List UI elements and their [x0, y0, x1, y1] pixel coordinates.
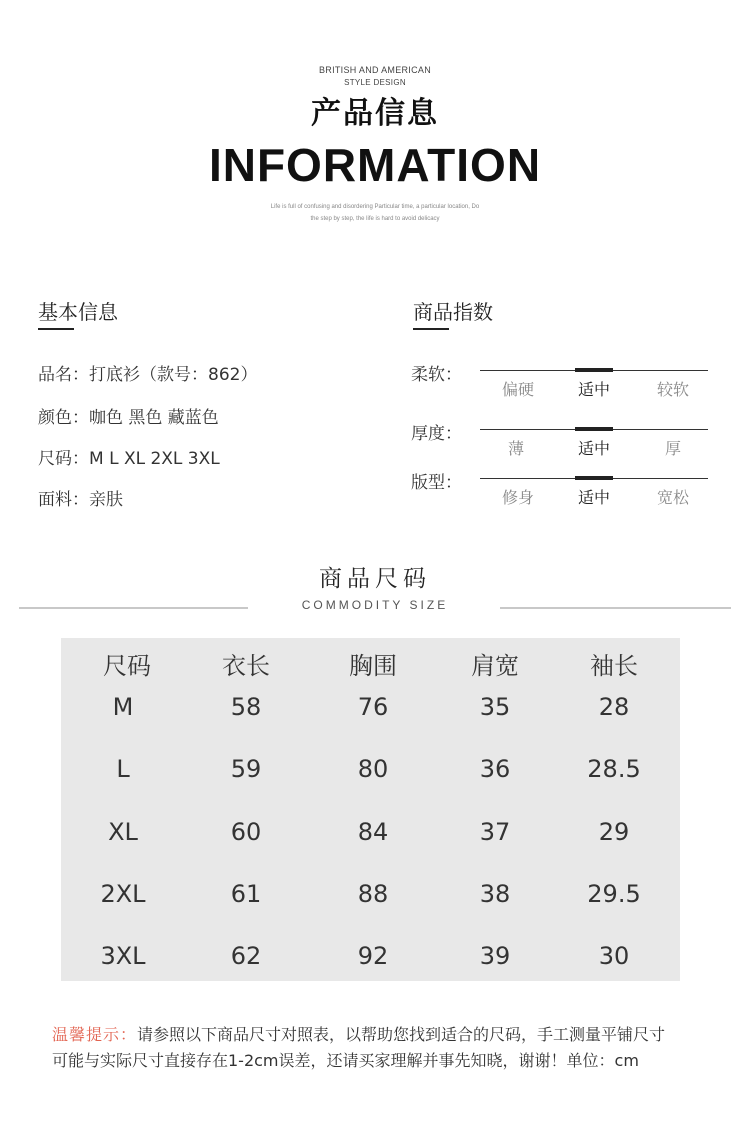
table-cell: 28: [598, 693, 630, 721]
table-header: 衣长: [222, 652, 270, 680]
index-label-softness: 柔软：: [411, 365, 462, 385]
index-label-fit: 版型：: [411, 473, 462, 493]
table-header: 尺码: [103, 652, 151, 680]
table-cell: 36: [479, 755, 511, 783]
index-option: 修身: [501, 488, 534, 507]
index-option: 偏硬: [501, 380, 534, 399]
index-selected-marker: [575, 427, 613, 431]
table-cell: XL: [108, 818, 138, 846]
table-cell: 38: [479, 880, 511, 908]
info-row-size: [38, 444, 220, 469]
table-cell: 84: [357, 818, 389, 846]
table-cell: 30: [598, 942, 630, 970]
index-selected-marker: [575, 476, 613, 480]
brand-line-2: STYLE DESIGN: [344, 78, 406, 87]
product-index-underline: [413, 328, 449, 330]
info-row-name: [38, 360, 257, 385]
table-header: 袖长: [590, 652, 638, 680]
table-cell: 29: [598, 818, 630, 846]
page-title-en: INFORMATION: [208, 139, 542, 191]
table-cell: 37: [479, 818, 511, 846]
brand-line-1: BRITISH AND AMERICAN: [318, 65, 432, 75]
table-cell: 92: [357, 942, 389, 970]
product-index-heading: 商品指数: [413, 300, 493, 324]
index-option-selected: 适中: [577, 380, 610, 399]
size-tip: [52, 1022, 672, 1074]
info-row-color: [38, 403, 219, 428]
index-label-thickness: 厚度：: [411, 424, 462, 444]
info-value: M L XL 2XL 3XL: [89, 449, 220, 469]
tip-text: 请参照以下商品尺寸对照表，以帮助您找到适合的尺码，手工测量平铺尺寸可能与实际尺寸直接存在1-2cm误差，还请买家理解并事先知晓，谢谢！单位：cm: [52, 1025, 666, 1070]
fine-print-1: Life is full of confusing and disordering Particular time, a particular location, Do: [270, 204, 480, 210]
info-value: 打底衫（款号：862）: [89, 365, 258, 385]
table-cell: 88: [357, 880, 389, 908]
index-option-selected: 适中: [577, 488, 610, 507]
table-cell: 28.5: [587, 755, 641, 783]
table-cell: 61: [230, 880, 262, 908]
info-label: 品名：: [38, 365, 89, 385]
size-section-subtitle: COMMODITY SIZE: [301, 598, 449, 612]
table-cell: L: [116, 755, 130, 783]
size-table: [61, 638, 680, 981]
index-selected-marker: [575, 368, 613, 372]
info-label: 颜色：: [38, 408, 89, 428]
table-cell: 39: [479, 942, 511, 970]
table-cell: 2XL: [100, 880, 146, 908]
table-cell: 76: [357, 693, 389, 721]
index-option: 较软: [656, 380, 689, 399]
info-value: 咖色 黑色 藏蓝色: [89, 408, 219, 428]
index-option: 宽松: [656, 488, 689, 507]
table-cell: 3XL: [100, 942, 146, 970]
table-cell: 80: [357, 755, 389, 783]
table-header: 肩宽: [471, 652, 519, 680]
table-cell: 60: [230, 818, 262, 846]
index-option-selected: 适中: [577, 439, 610, 458]
basic-info-underline: [38, 328, 74, 330]
size-section-title: 商品尺码: [319, 566, 431, 592]
table-header: 胸围: [349, 652, 397, 680]
table-cell: M: [112, 693, 134, 721]
info-label: 面料：: [38, 490, 89, 510]
table-cell: 35: [479, 693, 511, 721]
basic-info-heading: 基本信息: [38, 300, 118, 324]
index-option: 厚: [664, 439, 681, 458]
info-value: 亲肤: [89, 490, 123, 510]
table-cell: 29.5: [587, 880, 641, 908]
info-row-fabric: [38, 485, 123, 510]
tip-label: 温馨提示：: [52, 1025, 138, 1044]
info-label: 尺码：: [38, 449, 89, 469]
fine-print-2: the step by step, the life is hard to avoid delicacy: [310, 216, 440, 222]
table-cell: 59: [230, 755, 262, 783]
table-cell: 62: [230, 942, 262, 970]
divider-right: [500, 607, 731, 609]
page-title-cn: 产品信息: [311, 96, 439, 131]
index-option: 薄: [507, 439, 524, 458]
table-cell: 58: [230, 693, 262, 721]
